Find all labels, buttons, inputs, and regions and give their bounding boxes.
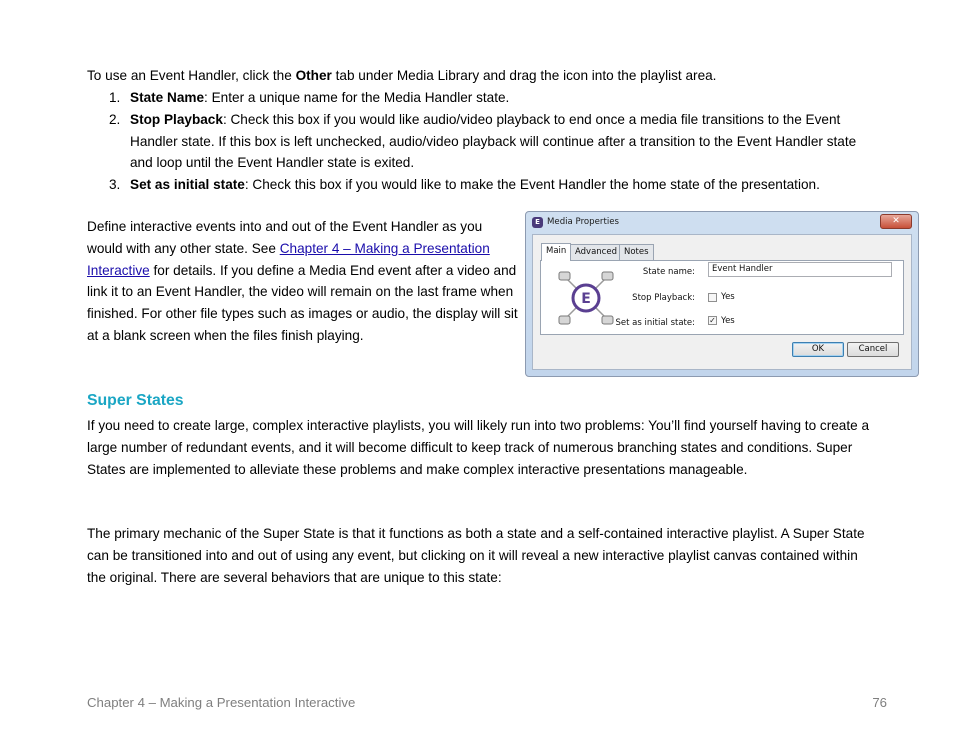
page-number: 76 xyxy=(872,695,887,710)
dialog-title: Media Properties xyxy=(547,217,619,227)
super-states-paragraph-2: The primary mechanic of the Super State is that it functions as both a state and a self-contained interactive playlist. A Super State can be transitioned into and out of using any event, but clicking on it will reveal a new interactive playlist canvas contained within the original. There are several behaviors that are unique to this state: xyxy=(87,526,865,585)
state-name-input[interactable]: Event Handler xyxy=(708,262,892,277)
define-events-paragraph: Define interactive events into and out of the Event Handler as you would with any other state. See Chapter 4 – Making a Presentation Interactive for details. If you define a Media End event after a video and link it to an Event Handler, the video will remain on the last frame when finished. For other file types such as images or audio, the display will sit at a blank screen when the files finish playing. xyxy=(87,219,518,343)
steps-list xyxy=(87,87,877,196)
tab-main[interactable]: Main xyxy=(541,243,571,261)
app-icon: E xyxy=(532,217,543,228)
stop-playback-yes-label: Yes xyxy=(721,292,735,302)
event-handler-icon xyxy=(557,269,615,327)
icon-letter: E xyxy=(581,291,591,307)
tab-advanced[interactable]: Advanced xyxy=(570,244,622,260)
dialog-body xyxy=(532,234,912,370)
main-tab-panel xyxy=(540,260,904,335)
stop-playback-checkbox[interactable] xyxy=(708,293,717,302)
list-item: 2. Stop Playback: Check this box if you would like audio/video playback to end once a media file transitions to the Event Handler state. If this box is left unchecked, audio/video playback will continue after a transition to the Event Handler state and loop until the Event Handler state is exited. xyxy=(109,111,857,171)
state-name-label: State name: xyxy=(642,267,695,277)
ok-button[interactable]: OK xyxy=(792,342,844,357)
initial-state-label: Set as initial state: xyxy=(615,318,695,328)
close-icon[interactable]: ✕ xyxy=(880,214,912,229)
chapter-4-link[interactable]: Chapter 4 – Making a Presentation Interactive xyxy=(87,240,490,278)
section-heading: Super States xyxy=(87,392,184,409)
list-item: 3. Set as initial state: Check this box if you would like to make the Event Handler the home state of the presentation. xyxy=(109,177,820,193)
cancel-button[interactable]: Cancel xyxy=(847,342,899,357)
super-states-paragraph-1: If you need to create large, complex interactive playlists, you will likely run into two problems: You’ll find yourself having to create a large number of redundant events, and it will become difficult to keep track of numerous branching states and conditions. Super States are implemented to alleviate these problems and make complex interactive presentations manageable. xyxy=(87,418,870,477)
tab-notes[interactable]: Notes xyxy=(619,244,654,260)
footer-chapter: Chapter 4 – Making a Presentation Interactive xyxy=(87,695,356,710)
initial-state-yes-label: Yes xyxy=(721,316,735,326)
initial-state-checkbox[interactable]: ✓ xyxy=(709,316,716,325)
list-item: 1. State Name: Enter a unique name for the Media Handler state. xyxy=(109,90,510,105)
stop-playback-label: Stop Playback: xyxy=(632,293,695,303)
other-tab-term: Other xyxy=(295,68,332,83)
media-properties-dialog xyxy=(525,211,919,377)
intro-paragraph: To use an Event Handler, click the Other tab under Media Library and drag the icon into the playlist area. xyxy=(87,68,717,83)
